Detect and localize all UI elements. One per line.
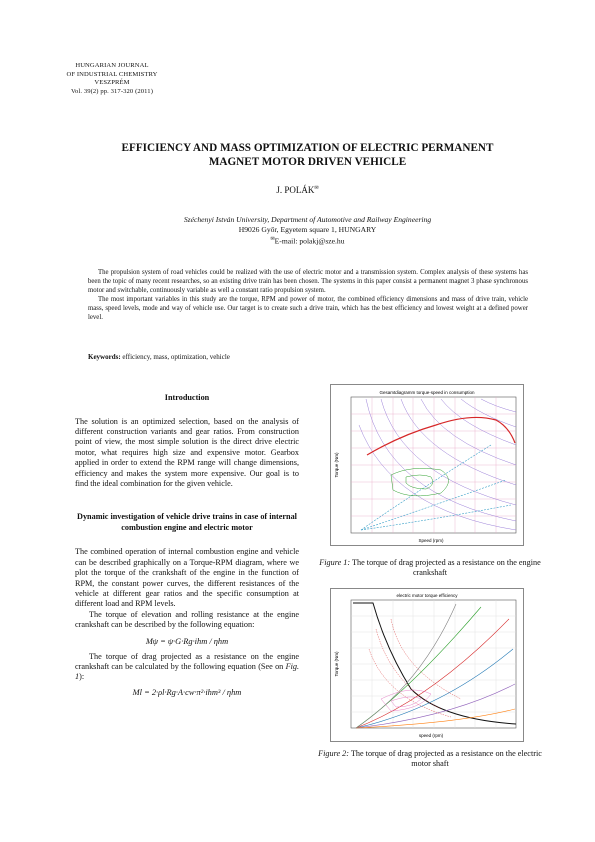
journal-subtitle: OF INDUSTRIAL CHEMISTRY	[66, 70, 158, 78]
figure-1	[330, 384, 524, 546]
figure-1-reference[interactable]: Fig. 1	[75, 662, 299, 682]
figure-1-caption-text: The torque of drag projected as a resistance on the engine crankshaft	[350, 558, 541, 578]
paper-title	[60, 141, 555, 169]
author-name: J. POLÁK	[276, 185, 315, 195]
equation-drag-resistance: Ml = 2·ρl·Rg·A·cw·π²·ihm³ / ηhm	[132, 687, 242, 697]
figure-2-caption-text: The torque of drag projected as a resistance on the electric motor shaft	[349, 749, 542, 769]
abstract-paragraph-2: The most important variables in this study are the torque, RPM and power of motor, the combined efficiency dimensions and mass of drive train, vehicle mass, speed levels, mode and way of vehicle use. Our target is to create such a drive train, which has the best efficiency and lowest weight at a defined power level.	[88, 295, 528, 321]
para-text: The torque of drag projected as a resistance on the engine crankshaft can be calculated by the following equation (See on	[75, 651, 299, 671]
section2-paragraph-3	[75, 652, 299, 683]
section2-paragraph-1: The combined operation of internal combustion engine and vehicle can be described graphically on a Torque-RPM diagram, where we plot the torque of the crankshaft of the engine in the function of RPM, the constant power curves, the different resistances of the vehicle at different gear ratios and the specific consumption at different load and RPM levels.	[75, 547, 299, 609]
envelope-icon: ✉	[314, 186, 319, 191]
figure-2-plot	[331, 589, 523, 741]
keywords-label: Keywords:	[88, 353, 121, 361]
section-heading-dynamic: Dynamic investigation of vehicle drive trains in case of internal combustion engine and electric motor	[77, 512, 297, 532]
figure-2-title: electric motor torque efficiency	[396, 593, 458, 598]
figure-2-caption	[310, 749, 550, 770]
journal-city: VESZPRÉM	[94, 79, 130, 87]
figure-1-title: Gesamtdiagramm torque-speed in consumption	[379, 390, 475, 395]
journal-header	[62, 62, 162, 96]
paper-title-line-2: MAGNET MOTOR DRIVEN VEHICLE	[208, 156, 407, 168]
email-text: E-mail: polakj@sze.hu	[274, 236, 345, 246]
section-heading-introduction: Introduction	[164, 393, 210, 402]
abstract-paragraph-1: The propulsion system of road vehicles could be realized with the use of electric motor and a transmission system. Complex analysis of these systems has been the topic of many recent researches, so an existing drive train has been chosen. The systems in this paper consist a permanent magnet 3 phase synchronous motor and switchable, continuously variable as well a constant ratio propulsion system.	[88, 269, 528, 294]
figure-2-y-label: Torque (Nm)	[334, 651, 339, 677]
journal-name: HUNGARIAN JOURNAL	[75, 62, 149, 69]
abstract	[88, 269, 528, 322]
author-email[interactable]	[60, 235, 555, 247]
left-column	[75, 393, 299, 697]
keywords	[88, 353, 528, 361]
paper-title-line-1: EFFICIENCY AND MASS OPTIMIZATION OF ELECTRIC PERMANENT	[121, 142, 494, 154]
affiliation-line-1: Széchenyi István University, Department of Automotive and Railway Engineering	[183, 215, 432, 224]
keywords-text: efficiency, mass, optimization, vehicle	[120, 353, 230, 361]
equation-elevation-resistance: Mψ = ψ·G·Rg·ihm / ηhm	[145, 636, 229, 646]
para-text-end: ):	[79, 672, 85, 682]
envelope-icon: ✉	[270, 237, 275, 242]
journal-volume: Vol. 39(2) pp. 317-320 (2011)	[70, 87, 154, 95]
figure-1-caption-label: Figure 1:	[319, 558, 351, 567]
affiliation-address: H9026 Győr, Egyetem square 1, HUNGARY	[238, 225, 377, 234]
figure-1-y-label: Torque (Nm)	[334, 452, 339, 478]
author-line	[0, 185, 595, 195]
figure-2	[330, 588, 524, 742]
figure-2-caption-label: Figure 2:	[318, 749, 349, 758]
figure-2-x-label: speed (rpm)	[418, 733, 444, 738]
affiliation	[60, 215, 555, 247]
figure-1-plot	[331, 385, 523, 545]
section2-paragraph-2: The torque of elevation and rolling resistance at the engine crankshaft can be described by the following equation:	[75, 609, 299, 630]
figure-1-x-label: Speed (rpm)	[418, 538, 444, 543]
figure-1-caption	[310, 558, 550, 579]
intro-paragraph: The solution is an optimized selection, based on the analysis of different construction variants and gear ratios. From construction point of view, the most simple solution is the direct drive electric motor, what requires high size and expensive motor. Gearbox applied in order to extend the RPM range will change dimensions, efficiency and makes the system more expensive. Our goal is to find the ideal combination for the given vehicle.	[75, 416, 299, 488]
